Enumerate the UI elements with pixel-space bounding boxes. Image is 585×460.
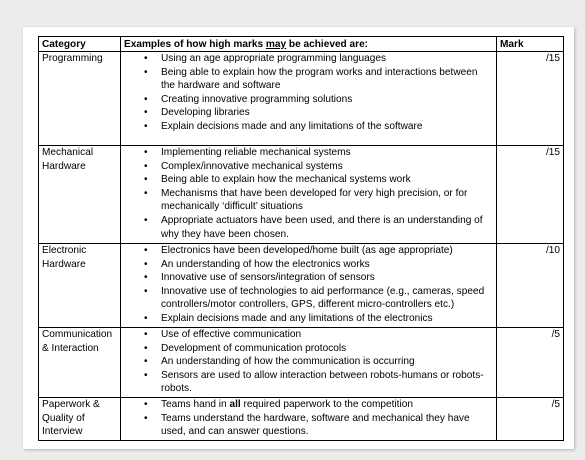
bullet-icon: • [144,285,148,297]
list-item [124,173,493,187]
bullet-icon: • [144,342,148,354]
list-item [124,398,493,412]
header-examples [121,37,497,52]
bullet-icon: • [144,187,148,199]
table-row-programming [39,52,564,146]
category-cell: Programming [39,52,121,146]
example-text: Creating innovative programming solutions [161,93,353,105]
table-row-communication [39,328,564,398]
bullet-icon: • [144,160,148,172]
header-mark: Mark [497,37,564,52]
example-text: Sensors are used to allow interaction between robots-humans or robots-robots. [161,369,484,395]
list-item [124,66,493,93]
example-text: Use of effective communication [161,329,302,340]
table-row-paperwork [39,398,564,441]
example-text: Implementing reliable mechanical systems [161,147,351,158]
header-examples-pre: Examples of how high marks [124,39,266,50]
example-text-pre: Teams hand in [161,399,230,410]
examples-cell [121,398,497,441]
marking-rubric-table [38,36,564,441]
header-row [39,37,564,52]
list-item [124,412,493,439]
list-item [124,258,493,272]
example-text: Explain decisions made and any limitations of the electronics [161,312,433,324]
example-text: An understanding of how the communication is occurring [161,356,415,368]
list-item [124,146,493,160]
table-row-mechanical-hardware [39,146,564,244]
category-cell: Paperwork & Quality of Interview [39,398,121,441]
bullet-icon: • [144,120,148,132]
examples-cell [121,244,497,328]
list-item [124,214,493,241]
header-examples-post: be achieved are: [286,39,369,50]
list-item [124,160,493,174]
list-item [124,244,493,258]
examples-cell [121,52,497,146]
example-text: Electronics have been developed/home built (as age appropriate) [161,245,453,256]
example-text: Being able to explain how the program works and interactions between the hardware and software [161,66,478,92]
bullet-icon: • [144,93,148,105]
list-item [124,355,493,369]
document-page [23,27,574,449]
table-row-electronic-hardware [39,244,564,328]
bullet-icon: • [144,258,148,270]
bullet-icon: • [144,272,148,284]
header-category: Category [39,37,121,52]
bullet-icon: • [144,399,148,410]
category-cell: Communication & Interaction [39,328,121,398]
bullet-icon: • [144,66,148,78]
example-text-post: required paperwork to the competition [240,399,413,410]
example-text-bold: all [229,399,241,410]
list-item [124,328,493,342]
bullet-icon: • [144,329,148,340]
example-text: Innovative use of sensors/integration of sensors [161,272,375,284]
example-text: Teams understand the hardware, software and mechanical they have used, and can answer questions. [161,412,470,438]
example-text: Complex/innovative mechanical systems [161,160,343,172]
example-text: Developing libraries [161,107,250,119]
mark-cell: /10 [497,244,564,328]
list-item [124,120,493,134]
example-text: An understanding of how the electronics works [161,258,370,270]
bullet-icon: • [144,214,148,226]
mark-cell: /15 [497,146,564,244]
list-item [124,52,493,66]
list-item [124,271,493,285]
example-text: Explain decisions made and any limitations of the software [161,120,423,132]
bullet-icon: • [144,53,148,64]
list-item [124,312,493,326]
bullet-icon: • [144,369,148,381]
bullet-icon: • [144,312,148,324]
mark-cell: /5 [497,398,564,441]
mark-cell: /15 [497,52,564,146]
list-item [124,342,493,356]
list-item [124,187,493,214]
example-text: Using an age appropriate programming languages [161,53,387,64]
mark-cell: /5 [497,328,564,398]
bullet-icon: • [144,245,148,256]
example-text: Mechanisms that have been developed for very high precision, or for mechanically ‘difficult’ situations [161,187,468,213]
list-item [124,285,493,312]
example-text: Innovative use of technologies to aid performance (e.g., cameras, speed controllers/motor controllers, GPS, different micro-controllers etc.) [161,285,485,311]
example-text: Development of communication protocols [161,342,347,354]
list-item [124,369,493,396]
category-cell: Mechanical Hardware [39,146,121,244]
list-item [124,93,493,107]
list-item [124,106,493,120]
examples-cell [121,146,497,244]
category-cell: Electronic Hardware [39,244,121,328]
header-examples-may: may [265,39,287,50]
examples-cell [121,328,497,398]
example-text: Being able to explain how the mechanical systems work [161,174,411,186]
bullet-icon: • [144,174,148,186]
bullet-icon: • [144,412,148,424]
example-text: Appropriate actuators have been used, and there is an understanding of why they have been chosen. [161,214,483,240]
bullet-icon: • [144,107,148,119]
bullet-icon: • [144,356,148,368]
bullet-icon: • [144,147,148,158]
